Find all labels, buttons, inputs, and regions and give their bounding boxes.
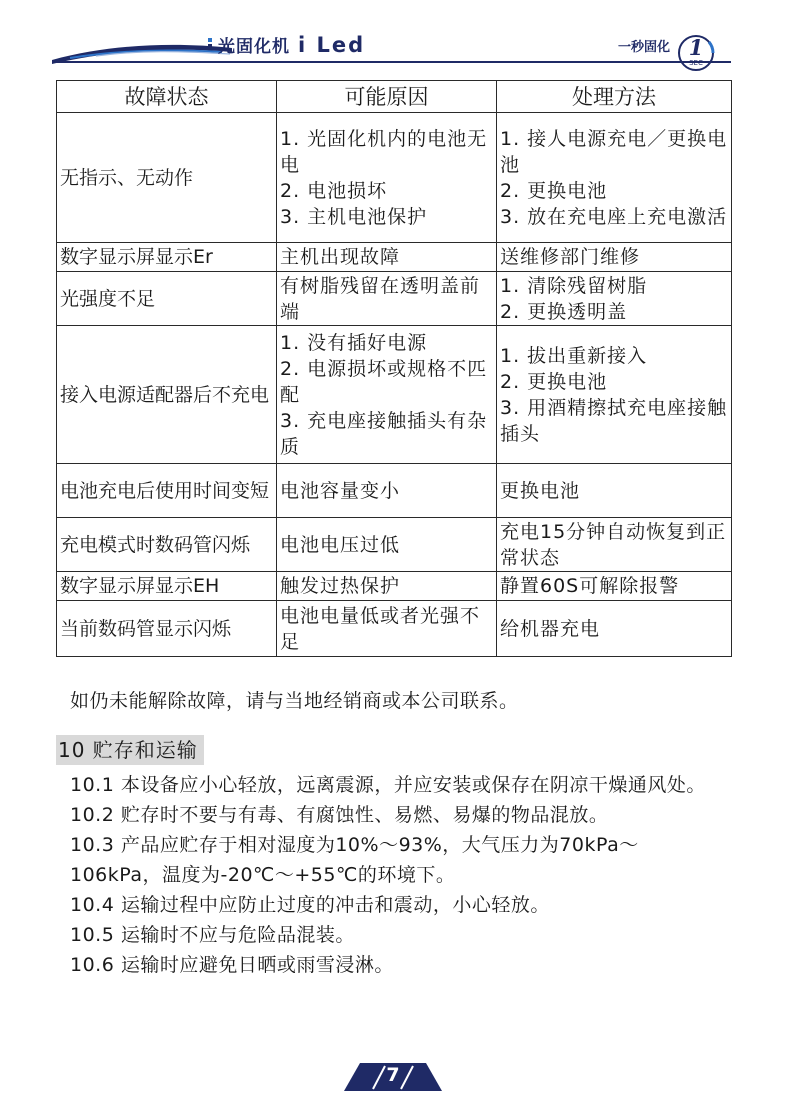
header-tagline: 一秒固化 [618,40,671,55]
fix-line: 3. 放在充电座上充电激活 [500,205,728,228]
cause-line: 电池电压过低 [280,533,401,556]
cause-line: 主机出现故障 [280,246,401,268]
cause-cell [277,326,497,464]
table-row [57,572,732,601]
fix-line: 1. 清除残留树脂 [500,274,648,297]
cause-line: 3. 主机电池保护 [280,205,428,228]
troubleshooting-table [56,80,732,657]
cause-cell [277,601,497,657]
fault-cell: 当前数码管显示闪烁 [57,601,277,657]
page-number: 7 [386,1064,400,1086]
fault-cell: 充电模式时数码管闪烁 [57,518,277,572]
cause-line: 3. 充电座接触插头有杂质 [280,409,488,458]
fix-line: 2. 更换透明盖 [500,300,628,323]
paragraph-10-4: 10.4 运输过程中应防止过度的冲击和震动，小心轻放。 [70,894,550,916]
table-row [57,464,732,518]
fix-line: 更换电池 [500,479,581,502]
fix-cell [497,113,732,243]
sec-label: SEC [689,59,703,67]
fix-cell [497,572,732,601]
fault-cell: 数字显示屏显示Er [57,243,277,272]
cause-line: 电池容量变小 [280,479,401,502]
table-row [57,243,732,272]
cause-line: 触发过热保护 [280,575,401,597]
table-row [57,326,732,464]
fault-cell: 数字显示屏显示EH [57,572,277,601]
cause-cell [277,113,497,243]
paragraph-10-5: 10.5 运输时不应与危险品混装。 [70,924,355,946]
table-body [57,113,732,657]
brand-name: i Led [298,33,366,57]
table-row [57,272,732,326]
fix-cell [497,326,732,464]
column-header-fix: 处理方法 [497,81,732,113]
column-header-cause: 可能原因 [277,81,497,113]
cause-cell [277,272,497,326]
fix-line: 1. 拔出重新接入 [500,344,648,367]
section-body [56,770,731,980]
sec-number: 1 [688,35,704,60]
cause-line: 有树脂残留在透明盖前端 [280,274,481,323]
fix-line: 3. 用酒精擦拭充电座接触插头 [500,396,728,445]
cause-cell [277,572,497,601]
fault-cell: 光强度不足 [57,272,277,326]
cause-line: 1. 没有插好电源 [280,331,428,354]
fault-cell: 接入电源适配器后不充电 [57,326,277,464]
fix-line: 送维修部门维修 [500,246,641,268]
cause-line: 2. 电池损坏 [280,179,388,202]
cause-cell [277,464,497,518]
table-header-row [57,81,732,113]
fix-cell [497,243,732,272]
fix-cell [497,272,732,326]
cause-line: 电池电量低或者光强不足 [280,604,481,653]
fix-cell [497,601,732,657]
cause-line: 1. 光固化机内的电池无电 [280,127,488,176]
table-row [57,601,732,657]
fault-cell: 电池充电后使用时间变短 [57,464,277,518]
fix-line: 充电15分钟自动恢复到正常状态 [500,520,727,569]
page-number-badge [340,1062,446,1092]
fix-line: 静置60S可解除报警 [500,575,680,597]
table-row [57,113,732,243]
paragraph-10-6: 10.6 运输时应避免日晒或雨雪浸淋。 [70,954,394,976]
page-header [0,0,787,80]
header-title [218,32,365,57]
product-name: 光固化机 [218,37,290,57]
fix-line: 2. 更换电池 [500,179,608,202]
fix-line: 2. 更换电池 [500,370,608,393]
cause-line: 2. 电源损坏或规格不匹配 [280,357,488,406]
cause-cell [277,518,497,572]
paragraph-10-3: 10.3 产品应贮存于相对湿度为10%～93%，大气压力为70kPa～106kPa，温度为-20℃～+55℃的环境下。 [70,834,639,886]
fix-line: 给机器充电 [500,617,601,640]
paragraph-10-1: 10.1 本设备应小心轻放，远离震源，并应安装或保存在阴凉干燥通风处。 [70,774,706,796]
fix-line: 1. 接人电源充电／更换电池 [500,127,728,176]
contact-note: 如仍未能解除故障，请与当地经销商或本公司联系。 [70,690,519,712]
fault-cell: 无指示、无动作 [57,113,277,243]
fix-cell [497,518,732,572]
table-row [57,518,732,572]
one-second-logo-icon [676,33,716,73]
cause-cell [277,243,497,272]
paragraph-10-2: 10.2 贮存时不要与有毒、有腐蚀性、易燃、易爆的物品混放。 [70,804,609,826]
fix-cell [497,464,732,518]
section-title: 10 贮存和运输 [56,735,204,765]
column-header-fault: 故障状态 [57,81,277,113]
